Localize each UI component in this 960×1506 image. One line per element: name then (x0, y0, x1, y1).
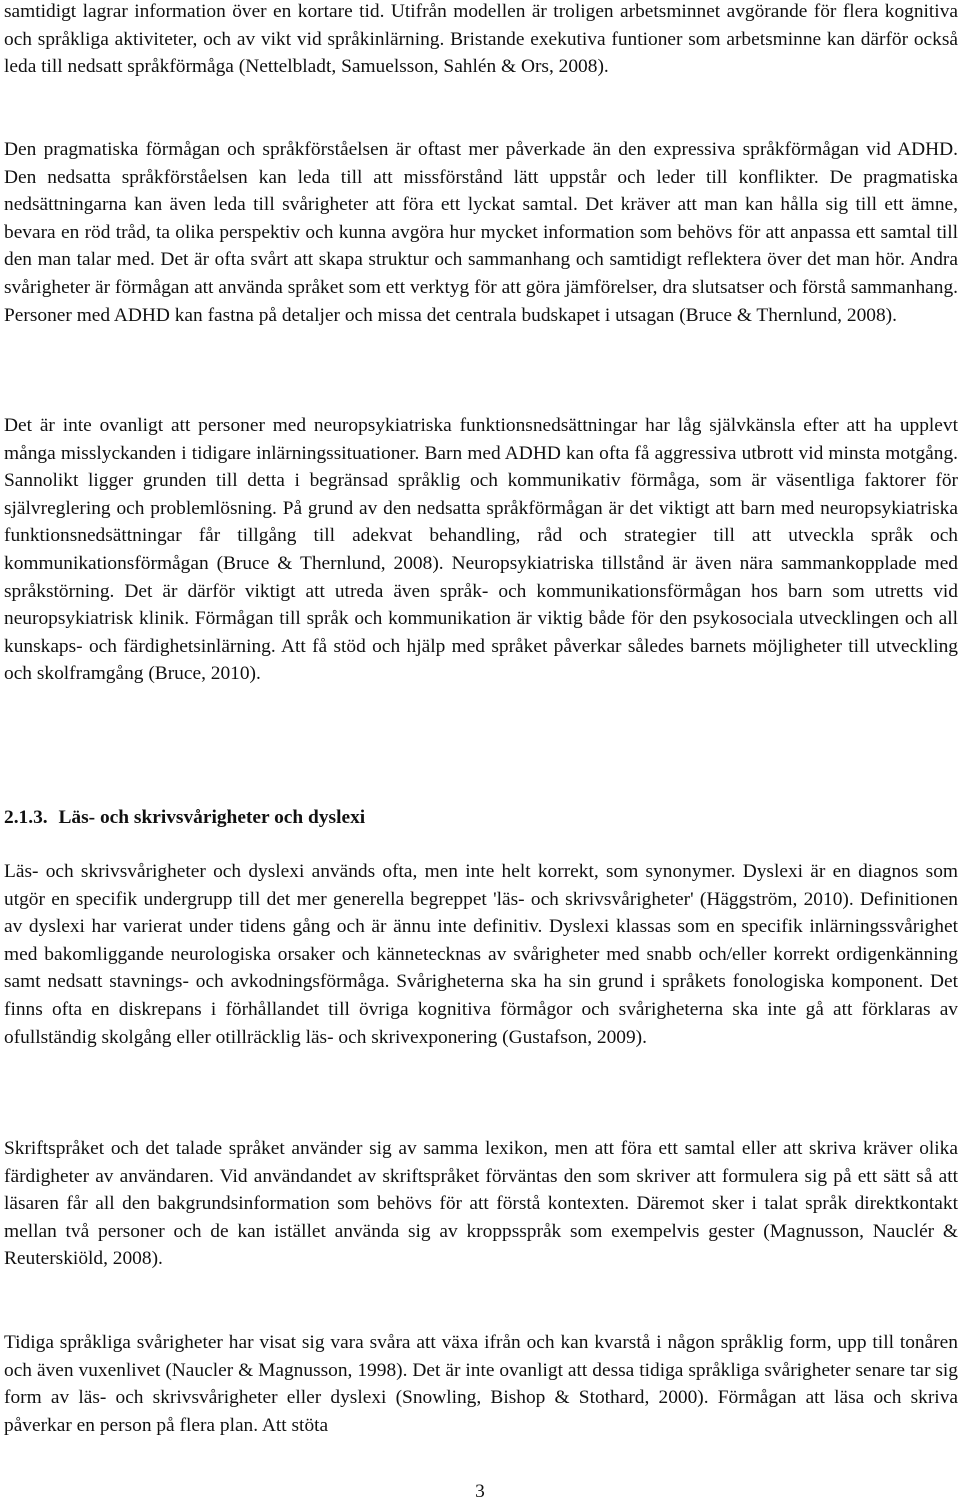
paragraph-self-esteem: Det är inte ovanligt att personer med neuropsykiatriska funktionsnedsättningar har låg självkänsla efter att ha upplevt många misslyckanden i tidigare inlärningssituationer. Barn med ADHD kan ofta få aggressiva utbrott vid minsta motgång. Sannolikt ligger grunden till detta i begränsad språklig och kommunikativ förmåga, som är väsentliga faktorer för självreglering och problemlösning. På grund av den nedsatta språkförmågan är det viktigt att barn med neuropsykiatriska funktionsnedsättningar får tillgång till adekvat behandling, råd och strategier till att utveckla språk och kommunikationsförmågan (Bruce & Thernlund, 2008). Neuropsykiatriska tillstånd är även nära sammankopplade med språkstörning. Det är därför viktigt att utreda även språk- och kommunikationsförmågan hos barn som utretts vid neuropsykiatrisk klinik. Förmågan till språk och kommunikation är viktig både för den psykosociala utvecklingen och all kunskaps- och färdighetsinlärning. Att få stöd och hjälp med språket påverkar således barnets möjligheter till utveckling och skolframgång (Bruce, 2010). (4, 415, 958, 685)
section-title: Läs- och skrivsvårigheter och dyslexi (58, 807, 366, 828)
section-number: 2.1.3. (4, 807, 48, 828)
paragraph-written-spoken-language: Skriftspråket och det talade språket använder sig av samma lexikon, men att föra ett samtal eller att skriva kräver olika färdigheter av användaren. Vid användandet av skriftspråket förväntas den som skriver att formulera sig på ett sätt så att läsaren får all den bakgrundsinformation som behövs för att förstå kontexten. Däremot sker i talat språk direktkontakt mellan två personer och de kan istället använda sig av kroppsspråk som exempelvis gester (Magnusson, Nauclér & Reuterskiöld, 2008). (4, 1138, 958, 1270)
paragraph-pragmatics-adhd: Den pragmatiska förmågan och språkförståelsen är oftast mer påverkade än den expressiva språkförmågan vid ADHD. Den nedsatta språkförståelsen kan leda till att missförstånd lätt uppstår och leder till konflikter. De pragmatiska nedsättningarna kan även leda till svårigheter att föra ett lyckat samtal. Det kräver att man kan hålla sig till ett ämne, bevara en röd tråd, ta olika perspektiv och kunna avgöra hur mycket information som behövs för att anpassa ett samtal till den man talar med. Det är ofta svårt att skapa struktur och sammanhang och samtidigt reflektera över det man hör. Andra svårigheter är förmågan att använda språket som ett verktyg för att göra jämförelser, dra slutsatser och förstå sammanhang. Personer med ADHD kan fastna på detaljer och missa det centrala budskapet i utsagan (Bruce & Thernlund, 2008). (4, 139, 958, 326)
paragraph-dyslexia-definition: Läs- och skrivsvårigheter och dyslexi används ofta, men inte helt korrekt, som synonymer. Dyslexi är en diagnos som utgör en specifik undergrupp till det mer generella begreppet 'läs- och skrivsvårigheter' (Häggström, 2010). Definitionen av dyslexi har varierat under tidens gång och är ännu inte definitiv. Dyslexi klassas som en specifik inlärningssvårighet med bakomliggande neurologiska orsaker och kännetecknas av svårigheter med snabb och/eller korrekt ordigenkänning samt nedsatt stavnings- och avkodningsförmåga. Svårigheterna ska ha sin grund i språkets fonologiska komponent. Det finns ofta en diskrepans i förhållandet till övriga kognitiva förmågor och svårigheterna ska inte gå att förklaras av ofullständig skolgång eller otillräcklig läs- och skrivexponering (Gustafson, 2009). (4, 861, 958, 1048)
paragraph-working-memory: samtidigt lagrar information över en kortare tid. Utifrån modellen är troligen arbetsminnet avgörande för flera kognitiva och språkliga aktiviteter, och av vikt vid språkinlärning. Bristande exekutiva funtioner som arbetsminne kan därför också leda till nedsatt språkförmåga (Nettelbladt, Samuelsson, Sahlén & Ors, 2008). (4, 1, 958, 78)
paragraph-early-difficulties: Tidiga språkliga svårigheter har visat sig vara svåra att växa ifrån och kan kvarstå i någon språklig form, upp till tonåren och även vuxenlivet (Naucler & Magnusson, 1998). Det är inte ovanligt att dessa tidiga språkliga svårigheter senare tar sig form av läs- och skrivsvårigheter eller dyslexi (Snowling, Bishop & Stothard, 2000). Förmågan att läsa och skriva påverkar en person på flera plan. Att stöta (4, 1332, 958, 1436)
section-heading (4, 804, 365, 832)
page-number: 3 (475, 1481, 485, 1502)
